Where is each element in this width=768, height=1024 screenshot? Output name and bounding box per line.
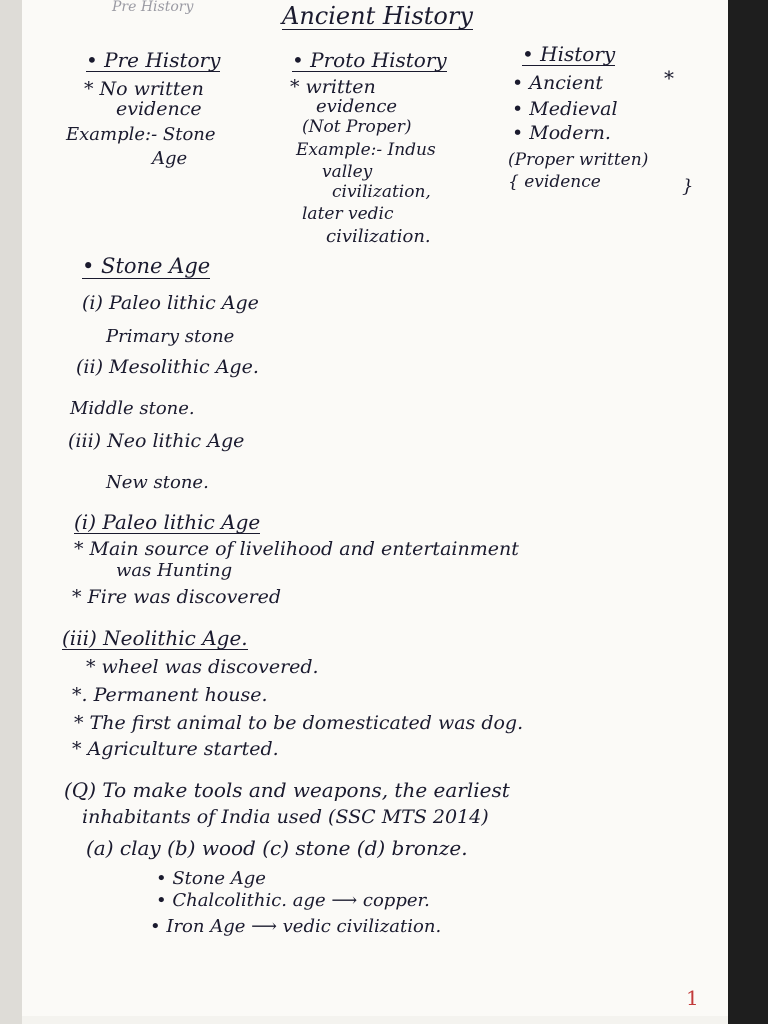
question-note: • Stone Age — [156, 868, 266, 889]
paleolithic-point: * Main source of livelihood and entertainment — [74, 538, 519, 560]
question-options: (a) clay (b) wood (c) stone (d) bronze. — [86, 836, 468, 860]
history-point: • Ancient — [512, 72, 604, 94]
prehistory-point: Example:- Stone — [66, 124, 216, 145]
corner-text: Pre History — [112, 0, 194, 15]
binding-edge — [728, 0, 768, 1024]
prehistory-point: Age — [152, 148, 188, 169]
stone-age-item: (iii) Neo lithic Age — [68, 430, 245, 452]
paleolithic-point: was Hunting — [116, 560, 233, 581]
neolithic-point: * wheel was discovered. — [86, 656, 319, 678]
page-left-margin — [0, 0, 22, 1024]
neolithic-point: * The first animal to be domesticated was dog. — [74, 712, 524, 734]
history-point: • Medieval — [512, 98, 618, 120]
prehistory-heading: • Pre History — [86, 48, 221, 72]
protohistory-point: Example:- Indus — [296, 140, 436, 160]
prehistory-point: evidence — [116, 98, 202, 120]
stone-age-heading: • Stone Age — [82, 254, 211, 278]
question-text: (Q) To make tools and weapons, the earliest — [64, 778, 510, 802]
stone-age-item: (ii) Mesolithic Age. — [76, 356, 259, 378]
neolithic-point: *. Permanent house. — [72, 684, 268, 706]
stone-age-gloss: New stone. — [106, 472, 209, 493]
protohistory-heading: • Proto History — [292, 48, 447, 72]
stone-age-gloss: Primary stone — [106, 326, 235, 347]
page-number: 1 — [686, 986, 699, 1010]
protohistory-point: (Not Proper) — [302, 117, 412, 137]
page-title: Ancient History — [282, 2, 473, 30]
prehistory-point: * No written — [84, 78, 204, 100]
question-text: inhabitants of India used (SSC MTS 2014) — [82, 806, 489, 828]
history-star: * — [664, 66, 674, 90]
paleolithic-heading: (i) Paleo lithic Age — [74, 510, 261, 534]
paleolithic-point: * Fire was discovered — [72, 586, 282, 608]
question-note: • Iron Age ⟶ vedic civilization. — [150, 916, 442, 937]
question-note: • Chalcolithic. age ⟶ copper. — [156, 890, 430, 911]
history-heading: • History — [522, 42, 616, 66]
history-point: • Modern. — [512, 122, 611, 144]
neolithic-point: * Agriculture started. — [72, 738, 279, 760]
history-point: { evidence — [508, 172, 601, 192]
protohistory-point: valley — [322, 162, 373, 182]
protohistory-point: later vedic — [302, 204, 394, 224]
stone-age-item: (i) Paleo lithic Age — [82, 292, 259, 314]
stone-age-gloss: Middle stone. — [70, 398, 195, 419]
history-point: (Proper written) — [508, 150, 649, 170]
protohistory-point: * written — [290, 76, 376, 98]
protohistory-point: civilization. — [326, 226, 431, 247]
history-point: } — [682, 176, 694, 197]
neolithic-heading: (iii) Neolithic Age. — [62, 626, 248, 650]
protohistory-point: civilization, — [332, 182, 431, 202]
protohistory-point: evidence — [316, 96, 398, 117]
